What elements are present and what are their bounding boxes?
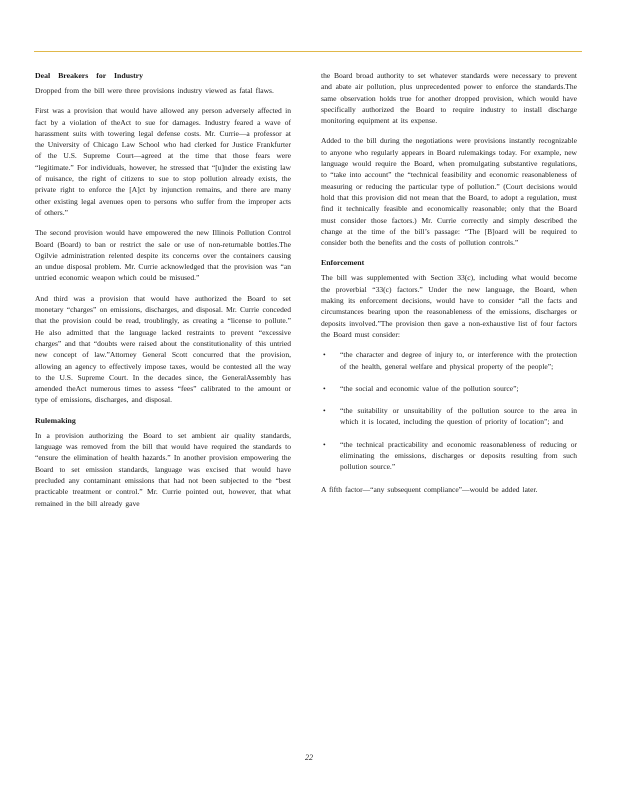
paragraph: In a provision authorizing the Board to set ambient air quality standards, language was removed from the bill that would have required the standards to “ensure the elimination of health hazards.” In another provision empowering the Board to set emission standards, language was excised that would have precluded any contaminant emissions that had not been subjected to the “best practicable treatment or control.” Mr. Currie pointed out, however, that what remained in the bill already gave: [35, 430, 291, 508]
list-item-text: “the social and economic value of the pollution source”;: [340, 383, 519, 393]
page-number: 22: [305, 753, 313, 762]
paragraph: The bill was supplemented with Section 33(c), including what would become the proverbial “33(c) factors.” Under the new language, the Board, when making its enforcement decisions, would have to consider “all the facts and circumstances bearing upon the reasonableness of the emissions, discharges or deposits involved.”The provision then gave a non-exhaustive list of four factors the Board must consider:: [321, 273, 577, 339]
paragraph: Added to the bill during the negotiations were provisions instantly recognizable to anyone who regularly appears in Board rulemakings today. For example, new language would require the Board, when promulgating substantive regulations, to “take into account” the “technical feasibility and economic reasonableness of measuring or reducing the particular type of pollution.” (Court decisions would hold that this provision did not mean that the Board, to adopt a regulation, must find it technically feasible and economically reasonable; only that the Board must consider those factors.) Mr. Currie correctly and simply described the change at the time of the bill’s passage: “The [B]oard will be required to consider both the benefits and the costs of pollution controls.”: [321, 136, 577, 248]
paragraph: Dropped from the bill were three provisions industry viewed as fatal flaws.: [35, 86, 274, 95]
bullet-icon: •: [323, 383, 326, 393]
section-heading-enforcement: Enforcement: [321, 258, 365, 268]
list-item: [321, 383, 577, 394]
list-item: [321, 349, 577, 372]
left-column: [35, 70, 291, 518]
bullet-icon: •: [323, 350, 326, 360]
factors-list: [321, 349, 577, 472]
list-item-text: “the suitability or unsuitability of the pollution source to the area in which it is located, including the question of priority of location”; and: [340, 406, 577, 427]
list-item-text: “the technical practicability and economic reasonableness of reducing or eliminating the emissions, discharges or deposits resulting from such pollution source.”: [340, 439, 577, 472]
list-item: [321, 439, 577, 473]
paragraph: A fifth factor—“any subsequent compliance”—would be added later.: [321, 484, 538, 494]
section-heading-deal-breakers: Deal Breakers for Industry: [35, 71, 144, 80]
bullet-icon: •: [323, 439, 326, 449]
list-item-text: “the character and degree of injury to, or interference with the protection of the health, general welfare and physical property of the people”;: [340, 350, 577, 371]
section-heading-rulemaking: Rulemaking: [35, 415, 76, 425]
paragraph: The second provision would have empowered the new Illinois Pollution Control Board (Board) to ban or restrict the sale or use of non-returnable bottles.The Ogilvie administration relented despite its concerns over the containers causing an undue disposal problem. Mr. Currie acknowledged that the provision was “an untried economic weapon which could be misused.”: [35, 228, 291, 283]
list-item: [321, 405, 577, 428]
paragraph: First was a provision that would have allowed any person adversely affected in fact by a violation of theAct to sue for damages. Industry feared a wave of harassment suits with towering legal defense costs. Mr. Currie—a professor at the University of Chicago Law School who had clerked for Justice Frankfurter of the U.S. Supreme Court—agreed at the time that those fears were “legitimate.” For individuals, however, he stressed that “[u]nder the existing law of nuisance, the right of citizens to sue to stop pollution already exists, the private right to enforce the [A]ct by injunction remains, and there are many other existing legal avenues open to persons who suffer from the improper acts of others.”: [35, 106, 291, 217]
header-rule: [34, 51, 582, 52]
paragraph: the Board broad authority to set whatever standards were necessary to prevent and abate air pollution, plus unprecedented power to enforce the standards.The same observation holds true for another dropped provision, which would have specifically authorized the Board to require industry to install discharge monitoring equipment at its expense.: [321, 71, 577, 126]
paragraph: And third was a provision that would have authorized the Board to set monetary “charges” on emissions, discharges, and disposal. Mr. Currie conceded that the provision could be read, troublingly, as creating a “license to pollute.” He also admitted that the language lacked restraints to prevent “excessive charges” and that “doubts were raised about the constitutionality of this untried new concept of law.”Attorney General Scott concurred that the provision, allowing an agency to effectively impose taxes, would be contested all the way to the U.S. Supreme Court. In the decades since, the GeneralAssembly has amended theAct numerous times to assess “fees” calibrated to the amount or type of emissions, discharges, and disposal.: [35, 293, 291, 405]
bullet-icon: •: [323, 406, 326, 416]
right-column: [321, 70, 577, 504]
